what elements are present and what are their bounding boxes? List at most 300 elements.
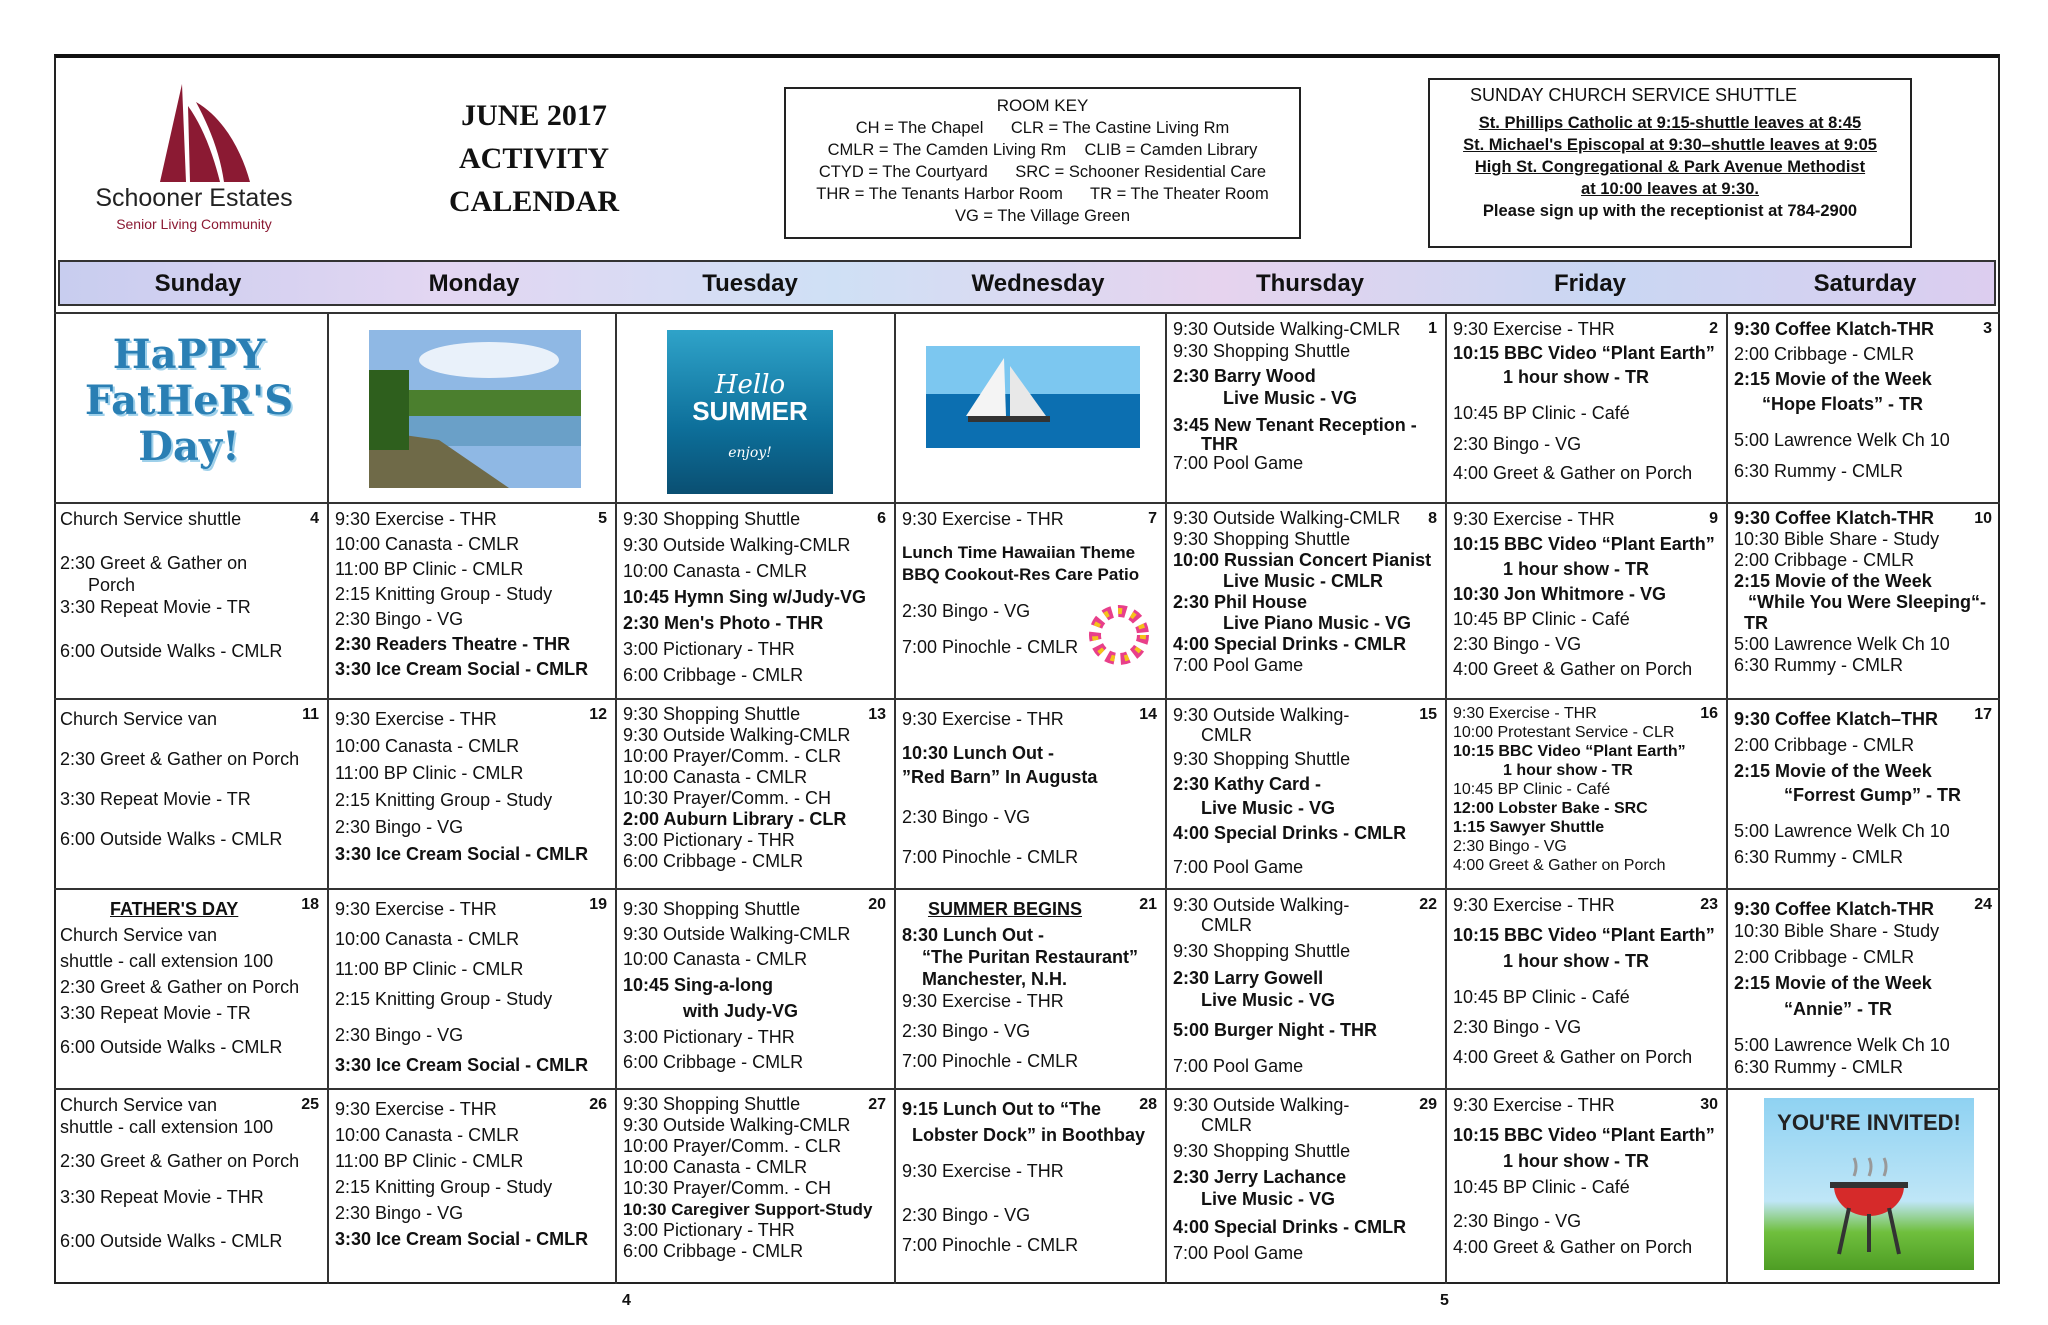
event: 2:00 Cribbage - CMLR — [1734, 344, 1915, 364]
day-number: 21 — [1139, 896, 1157, 913]
event: 7:00 Pool Game — [1173, 857, 1304, 877]
summer-script: Hello — [714, 370, 786, 400]
event: 9:30 Outside Walking-CMLR — [623, 535, 851, 555]
event: 9:30 Exercise - THR — [335, 509, 497, 529]
event: 10:45 BP Clinic - Café — [1453, 781, 1611, 798]
event: Church Service van — [60, 1095, 218, 1115]
event: 6:00 Outside Walks - CMLR — [60, 1037, 283, 1057]
day-number: 6 — [877, 510, 886, 527]
event: “Forrest Gump” - TR — [1784, 785, 1962, 805]
event: 9:30 Shopping Shuttle — [1173, 529, 1351, 549]
day-cell — [329, 1090, 615, 1282]
event: 1 hour show - TR — [1503, 762, 1633, 779]
day-number: 1 — [1428, 320, 1437, 337]
event: 10:15 BBC Video “Plant Earth” — [1453, 925, 1715, 945]
day-cell — [329, 314, 615, 502]
event: 9:30 Outside Walking-CMLR — [1173, 319, 1401, 339]
day-monday: Monday — [428, 270, 520, 297]
day-cell — [1167, 700, 1445, 888]
event: 9:30 Exercise - THR — [1453, 509, 1615, 529]
event: 9:30 Exercise - THR — [335, 899, 497, 919]
flower-lei-icon — [1086, 602, 1152, 668]
event: 10:15 BBC Video “Plant Earth” — [1453, 743, 1686, 760]
event: 10:00 Canasta - CMLR — [335, 929, 520, 949]
event: Lobster Dock” in Boothbay — [912, 1125, 1146, 1145]
day-cell — [329, 504, 615, 698]
event: Manchester, N.H. — [922, 969, 1068, 989]
day-number: 19 — [589, 896, 607, 913]
day-number: 4 — [310, 510, 319, 527]
day-number: 26 — [589, 1096, 607, 1113]
day-number: 20 — [868, 896, 886, 913]
event: shuttle - call extension 100 — [60, 951, 274, 971]
day-cell — [896, 314, 1165, 502]
event: 5:00 Lawrence Welk Ch 10 — [1734, 430, 1950, 450]
event: 4:00 Greet & Gather on Porch — [1453, 1047, 1693, 1067]
shuttle-line: Please sign up with the receptionist at 784-2900 — [1482, 202, 1858, 220]
event: 9:30 Outside Walking-CMLR — [623, 924, 851, 944]
event: 1 hour show - TR — [1503, 951, 1649, 971]
event: 2:30 Men's Photo - THR — [623, 613, 824, 633]
day-cell — [617, 1090, 894, 1282]
event: 2:30 Bingo - VG — [1453, 1017, 1582, 1037]
event: 9:30 Exercise - THR — [902, 709, 1064, 729]
event: 3:30 Ice Cream Social - CMLR — [335, 1229, 589, 1249]
event: 2:30 Kathy Card - — [1173, 774, 1322, 794]
event: 2:00 Cribbage - CMLR — [1734, 550, 1915, 570]
event: 10:00 Prayer/Comm. - CLR — [623, 746, 842, 766]
room-key-title: ROOM KEY — [996, 96, 1089, 115]
event: 3:00 Pictionary - THR — [623, 1220, 795, 1240]
event: 9:30 Exercise - THR — [902, 509, 1064, 529]
event: 2:30 Larry Gowell — [1173, 968, 1324, 988]
day-number: 11 — [302, 706, 319, 723]
event: 9:30 Outside Walking- — [1173, 705, 1350, 725]
event: 2:30 Bingo - VG — [335, 609, 464, 629]
event: 10:15 BBC Video “Plant Earth” — [1453, 1125, 1715, 1145]
event: ”Red Barn” In Augusta — [902, 767, 1098, 787]
shuttle-title: SUNDAY CHURCH SERVICE SHUTTLE — [1470, 85, 1798, 105]
event: 11:00 BP Clinic - CMLR — [335, 763, 524, 783]
event: 2:30 Barry Wood — [1173, 366, 1316, 386]
logo — [74, 78, 304, 238]
summer-word: SUMMER — [692, 396, 808, 426]
event: 10:30 Lunch Out - — [902, 743, 1055, 763]
event: 3:30 Ice Cream Social - CMLR — [335, 659, 589, 679]
event: 4:00 Special Drinks - CMLR — [1173, 634, 1407, 654]
day-cell — [1728, 890, 2000, 1088]
event: 4:00 Special Drinks - CMLR — [1173, 1217, 1407, 1237]
event: 9:30 Coffee Klatch-THR — [1734, 508, 1935, 528]
event: 2:15 Movie of the Week — [1734, 571, 1932, 591]
event: 4:00 Greet & Gather on Porch — [1453, 1237, 1693, 1257]
event: TR — [1744, 613, 1768, 633]
event: 9:30 Coffee Klatch-THR — [1734, 899, 1935, 919]
event: shuttle - call extension 100 — [60, 1117, 274, 1137]
event: 9:30 Shopping Shuttle — [1173, 1141, 1351, 1161]
day-cell — [329, 700, 615, 888]
page-title — [424, 94, 644, 223]
summer-enjoy: enjoy! — [728, 445, 772, 461]
day-cell — [617, 700, 894, 888]
day-number: 27 — [868, 1096, 886, 1113]
event: 10:00 Canasta - CMLR — [335, 1125, 520, 1145]
fathers-day-text: HaPPY — [112, 331, 266, 378]
event: 2:30 Bingo - VG — [1453, 634, 1582, 654]
event: 2:30 Readers Theatre - THR — [335, 634, 571, 654]
event: 9:30 Outside Walking- — [1173, 1095, 1350, 1115]
day-cell — [1167, 890, 1445, 1088]
page-number: 5 — [1440, 1292, 1449, 1309]
grill-icon — [1824, 1156, 1914, 1256]
event: 6:00 Outside Walks - CMLR — [60, 829, 283, 849]
event: 10:00 Canasta - CMLR — [623, 949, 808, 969]
shuttle-line: St. Phillips Catholic at 9:15-shuttle leaves at 8:45 — [1478, 114, 1862, 132]
event: 3:00 Pictionary - THR — [623, 1027, 795, 1047]
event: 2:30 Greet & Gather on Porch — [60, 977, 300, 997]
day-number: 3 — [1983, 320, 1992, 337]
event: 6:00 Outside Walks - CMLR — [60, 1231, 283, 1251]
event: 7:00 Pinochle - CMLR — [902, 637, 1079, 657]
event: 9:30 Shopping Shuttle — [1173, 341, 1351, 361]
event: 9:30 Exercise - THR — [1453, 895, 1615, 915]
sailboat-photo — [926, 346, 1140, 448]
calendar-grid — [54, 312, 2000, 1284]
event: Church Service van — [60, 709, 218, 729]
day-number: 30 — [1700, 1096, 1718, 1113]
event: 4:00 Special Drinks - CMLR — [1173, 823, 1407, 843]
event: 3:45 New Tenant Reception - — [1173, 415, 1417, 435]
event: 10:00 Canasta - CMLR — [623, 767, 808, 787]
event: 10:30 Bible Share - Study — [1734, 529, 1940, 549]
day-number: 18 — [301, 896, 319, 913]
event: 8:30 Lunch Out - — [902, 925, 1045, 945]
fathers-day-text: Day! — [138, 423, 240, 470]
day-cell — [54, 504, 327, 698]
day-tuesday: Tuesday — [702, 270, 798, 297]
event: 9:30 Outside Walking- — [1173, 895, 1350, 915]
event: 5:00 Lawrence Welk Ch 10 — [1734, 821, 1950, 841]
event: 9:30 Coffee Klatch-THR — [1734, 319, 1935, 339]
shuttle-line: St. Michael's Episcopal at 9:30–shuttle leaves at 9:05 — [1463, 136, 1877, 154]
day-number: 5 — [598, 510, 607, 527]
day-number: 15 — [1419, 706, 1437, 723]
event: 2:30 Bingo - VG — [902, 1021, 1031, 1041]
title-line: CALENDAR — [448, 185, 619, 218]
room-key — [784, 87, 1301, 239]
fathers-day-text: FatHeR'S — [84, 377, 294, 424]
day-cell — [54, 890, 327, 1088]
youre-invited-graphic — [1764, 1098, 1974, 1270]
event: 10:00 Canasta - CMLR — [335, 534, 520, 554]
event: 10:30 Caregiver Support-Study — [623, 1200, 873, 1219]
event: “Annie” - TR — [1784, 999, 1892, 1019]
room-key-line: CTYD = The Courtyard SRC = Schooner Residential Care — [818, 163, 1267, 181]
event: 10:45 BP Clinic - Café — [1453, 1177, 1630, 1197]
shuttle-line: at 10:00 leaves at 9:30. — [1581, 180, 1759, 198]
event: 2:15 Knitting Group - Study — [335, 1177, 553, 1197]
event: with Judy-VG — [683, 1001, 799, 1021]
event: 6:30 Rummy - CMLR — [1734, 847, 1904, 867]
event: Live Piano Music - VG — [1223, 613, 1412, 633]
header — [54, 54, 2000, 260]
day-sunday: Sunday — [154, 270, 242, 297]
event: 9:30 Exercise - THR — [902, 991, 1064, 1011]
event: 10:00 Russian Concert Pianist — [1173, 550, 1432, 570]
event: “While You Were Sleeping“- — [1748, 592, 1987, 612]
event: SUMMER BEGINS — [928, 899, 1083, 919]
sailboat-logo-icon — [74, 78, 314, 188]
event: 3:30 Ice Cream Social - CMLR — [335, 1055, 589, 1075]
event: 10:00 Canasta - CMLR — [623, 561, 808, 581]
event: THR — [1201, 434, 1238, 454]
title-line: JUNE 2017 — [461, 99, 607, 132]
event: 11:00 BP Clinic - CMLR — [335, 959, 524, 979]
event: Live Music - VG — [1201, 990, 1336, 1010]
event: 2:30 Bingo - VG — [902, 1205, 1031, 1225]
event: FATHER'S DAY — [110, 899, 239, 919]
day-cell — [896, 890, 1165, 1088]
room-key-line: CH = The Chapel CLR = The Castine Living Rm — [855, 119, 1230, 137]
event: 7:00 Pinochle - CMLR — [902, 1235, 1079, 1255]
event: 9:30 Shopping Shuttle — [1173, 749, 1351, 769]
event: 2:30 Bingo - VG — [902, 601, 1031, 621]
invited-text: YOU'RE INVITED! — [1777, 1110, 1961, 1135]
event: 7:00 Pool Game — [1173, 453, 1304, 473]
event: 2:00 Cribbage - CMLR — [1734, 947, 1915, 967]
event: 2:30 Bingo - VG — [1453, 1211, 1582, 1231]
day-number: 9 — [1709, 510, 1718, 527]
day-cell — [1728, 700, 2000, 888]
day-cell — [617, 504, 894, 698]
event: 2:30 Bingo - VG — [335, 1203, 464, 1223]
event: “The Puritan Restaurant” — [922, 947, 1139, 967]
event: 2:30 Bingo - VG — [902, 807, 1031, 827]
event: 2:15 Movie of the Week — [1734, 973, 1932, 993]
event: 2:30 Phil House — [1173, 592, 1308, 612]
event: 2:30 Bingo - VG — [335, 817, 464, 837]
page-number: 4 — [622, 1292, 631, 1309]
event: 2:30 Greet & Gather on — [60, 553, 248, 573]
day-number: 29 — [1419, 1096, 1437, 1113]
event: 9:15 Lunch Out to “The — [902, 1099, 1102, 1119]
event: Live Music - VG — [1201, 1189, 1336, 1209]
event: 11:00 BP Clinic - CMLR — [335, 559, 524, 579]
event: 10:15 BBC Video “Plant Earth” — [1453, 534, 1715, 554]
day-cell — [1447, 314, 1726, 502]
brand-tagline: Senior Living Community — [116, 216, 272, 232]
event: Live Music - CMLR — [1223, 571, 1384, 591]
event: 10:00 Canasta - CMLR — [335, 736, 520, 756]
event: 10:45 Hymn Sing w/Judy-VG — [623, 587, 867, 607]
event: 10:30 Prayer/Comm. - CH — [623, 788, 832, 808]
event: 9:30 Shopping Shuttle — [623, 509, 801, 529]
day-number: 8 — [1428, 510, 1437, 527]
event: 9:30 Exercise - THR — [335, 709, 497, 729]
event: 10:00 Canasta - CMLR — [623, 1157, 808, 1177]
event: Church Service shuttle — [60, 509, 242, 529]
event: 1 hour show - TR — [1503, 367, 1649, 387]
room-key-line: VG = The Village Green — [954, 207, 1131, 225]
event: 6:00 Outside Walks - CMLR — [60, 641, 283, 661]
event: 2:30 Bingo - VG — [335, 1025, 464, 1045]
event: 10:00 Prayer/Comm. - CLR — [623, 1136, 842, 1156]
event: 6:30 Rummy - CMLR — [1734, 1057, 1904, 1077]
event: 7:00 Pool Game — [1173, 655, 1304, 675]
day-saturday: Saturday — [1813, 270, 1917, 297]
event: 4:00 Greet & Gather on Porch — [1453, 659, 1693, 679]
event: 6:00 Cribbage - CMLR — [623, 665, 804, 685]
event: 11:00 BP Clinic - CMLR — [335, 1151, 524, 1171]
event: 3:30 Repeat Movie - TR — [60, 789, 251, 809]
event: 9:30 Outside Walking-CMLR — [623, 1115, 851, 1135]
event: 5:00 Lawrence Welk Ch 10 — [1734, 634, 1950, 654]
event: 5:00 Lawrence Welk Ch 10 — [1734, 1035, 1950, 1055]
event: 9:30 Exercise - THR — [1453, 319, 1615, 339]
day-friday: Friday — [1553, 270, 1627, 297]
room-key-line: CMLR = The Camden Living Rm CLIB = Camden Library — [827, 141, 1258, 159]
day-cell — [54, 700, 327, 888]
event: 1 hour show - TR — [1503, 1151, 1649, 1171]
event: 4:00 Greet & Gather on Porch — [1453, 857, 1666, 874]
event: 10:45 Sing-a-long — [623, 975, 774, 995]
day-number: 17 — [1974, 706, 1992, 723]
day-number: 22 — [1419, 896, 1437, 913]
event: 2:15 Knitting Group - Study — [335, 584, 553, 604]
event: 6:30 Rummy - CMLR — [1734, 655, 1904, 675]
day-cell — [617, 314, 894, 502]
weekday-header — [58, 260, 1996, 306]
event: 7:00 Pinochle - CMLR — [902, 847, 1079, 867]
event: 2:30 Greet & Gather on Porch — [60, 1151, 300, 1171]
day-number: 28 — [1139, 1096, 1157, 1113]
event: CMLR — [1201, 725, 1253, 745]
event: Church Service van — [60, 925, 218, 945]
event: 10:15 BBC Video “Plant Earth” — [1453, 343, 1715, 363]
day-cell — [54, 1090, 327, 1282]
event: CMLR — [1201, 1115, 1253, 1135]
day-cell — [1447, 504, 1726, 698]
fathers-day-graphic — [84, 332, 294, 470]
day-number: 12 — [589, 706, 607, 723]
day-number: 25 — [301, 1096, 319, 1113]
event: 10:45 BP Clinic - Café — [1453, 403, 1630, 423]
day-cell — [329, 890, 615, 1088]
hello-summer-graphic — [667, 330, 833, 494]
event: 2:15 Movie of the Week — [1734, 369, 1932, 389]
event: 2:30 Bingo - VG — [1453, 838, 1567, 855]
title-line: ACTIVITY — [458, 142, 610, 175]
event: 10:30 Bible Share - Study — [1734, 921, 1940, 941]
day-number: 16 — [1700, 705, 1718, 722]
day-cell — [896, 1090, 1165, 1282]
room-key-line: THR = The Tenants Harbor Room TR = The Theater Room — [816, 185, 1269, 203]
event: 2:15 Knitting Group - Study — [335, 989, 553, 1009]
event: 6:00 Cribbage - CMLR — [623, 1052, 804, 1072]
event: 1:15 Sawyer Shuttle — [1453, 819, 1605, 836]
event: 3:00 Pictionary - THR — [623, 639, 795, 659]
event: 10:30 Prayer/Comm. - CH — [623, 1178, 832, 1198]
day-cell — [617, 890, 894, 1088]
brand-name: Schooner Estates — [95, 184, 293, 212]
event: Live Music - VG — [1201, 798, 1336, 818]
event: 10:30 Jon Whitmore - VG — [1453, 584, 1667, 604]
day-cell — [1447, 1090, 1726, 1282]
event: 6:00 Cribbage - CMLR — [623, 1241, 804, 1261]
event: 3:00 Pictionary - THR — [623, 830, 795, 850]
event: 2:00 Cribbage - CMLR — [1734, 735, 1915, 755]
event: CMLR — [1201, 915, 1253, 935]
event: 7:00 Pool Game — [1173, 1243, 1304, 1263]
shuttle-line: High St. Congregational & Park Avenue Methodist — [1474, 158, 1866, 176]
event: 9:30 Outside Walking-CMLR — [623, 725, 851, 745]
event: 3:30 Ice Cream Social - CMLR — [335, 844, 589, 864]
event: 5:00 Burger Night - THR — [1173, 1020, 1378, 1040]
event: 10:45 BP Clinic - Café — [1453, 987, 1630, 1007]
event: 3:30 Repeat Movie - TR — [60, 597, 251, 617]
event: 9:30 Exercise - THR — [1453, 1095, 1615, 1115]
day-cell — [896, 700, 1165, 888]
event: 9:30 Shopping Shuttle — [623, 1094, 801, 1114]
day-thursday: Thursday — [1255, 270, 1365, 297]
event: BBQ Cookout-Res Care Patio — [902, 565, 1140, 584]
event: 2:30 Jerry Lachance — [1173, 1167, 1347, 1187]
day-number: 10 — [1974, 510, 1992, 527]
event: 2:15 Knitting Group - Study — [335, 790, 553, 810]
event: 3:30 Repeat Movie - THR — [60, 1187, 264, 1207]
day-number: 24 — [1974, 896, 1992, 913]
event: 7:00 Pool Game — [1173, 1056, 1304, 1076]
day-cell — [1728, 504, 2000, 698]
event: 9:30 Shopping Shuttle — [623, 704, 801, 724]
event: 2:15 Movie of the Week — [1734, 761, 1932, 781]
day-cell — [1447, 700, 1726, 888]
event: 9:30 Shopping Shuttle — [623, 899, 801, 919]
event: 2:30 Bingo - VG — [1453, 434, 1582, 454]
day-number: 7 — [1148, 510, 1157, 527]
event: 10:00 Protestant Service - CLR — [1453, 724, 1675, 741]
event: 9:30 Outside Walking-CMLR — [1173, 508, 1401, 528]
event: 2:30 Greet & Gather on Porch — [60, 749, 300, 769]
day-cell — [896, 504, 1165, 698]
day-cell — [1728, 1090, 2000, 1282]
event: 6:00 Cribbage - CMLR — [623, 851, 804, 871]
church-shuttle-box — [1428, 78, 1912, 248]
lake-photo — [369, 330, 581, 488]
day-number: 2 — [1709, 320, 1718, 337]
event: Live Music - VG — [1223, 388, 1358, 408]
event: Lunch Time Hawaiian Theme — [902, 543, 1136, 562]
day-cell — [54, 314, 327, 502]
day-cell — [1447, 890, 1726, 1088]
event: 9:30 Exercise - THR — [1453, 705, 1597, 722]
event: “Hope Floats” - TR — [1762, 394, 1923, 414]
event: 3:30 Repeat Movie - TR — [60, 1003, 251, 1023]
event: 6:30 Rummy - CMLR — [1734, 461, 1904, 481]
day-number: 13 — [868, 706, 886, 723]
day-cell — [1728, 314, 2000, 502]
day-cell — [1167, 1090, 1445, 1282]
event: 4:00 Greet & Gather on Porch — [1453, 463, 1693, 483]
event: 9:30 Exercise - THR — [335, 1099, 497, 1119]
event: 1 hour show - TR — [1503, 559, 1649, 579]
day-cell — [1167, 314, 1445, 502]
event: 10:45 BP Clinic - Café — [1453, 609, 1630, 629]
event: 2:00 Auburn Library - CLR — [623, 809, 847, 829]
event: 9:30 Coffee Klatch–THR — [1734, 709, 1939, 729]
day-number: 23 — [1700, 896, 1718, 913]
event: 12:00 Lobster Bake - SRC — [1453, 800, 1648, 817]
